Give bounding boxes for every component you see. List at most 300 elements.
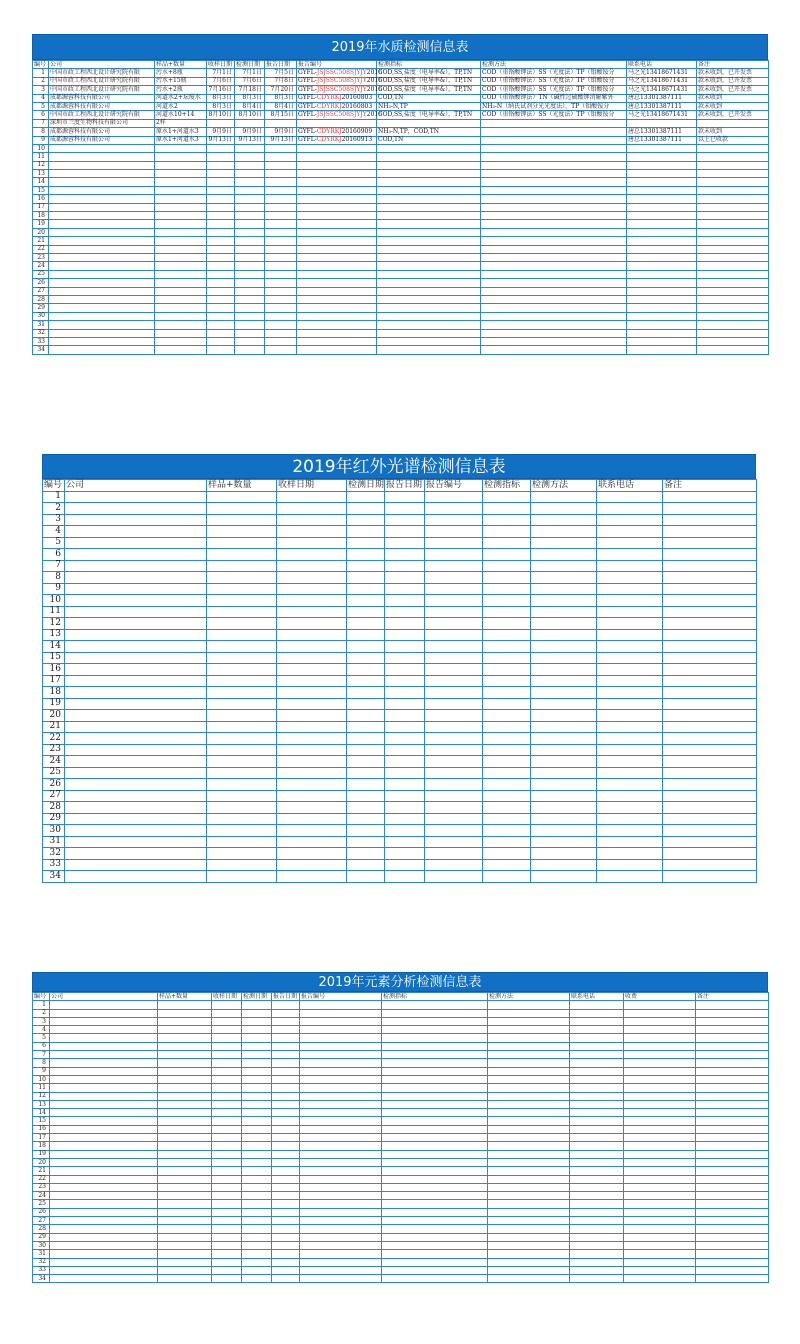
empty-cell [627, 228, 697, 236]
empty-cell [235, 228, 265, 236]
empty-cell [597, 767, 663, 779]
empty-cell [488, 1001, 570, 1009]
report-code-suffix: 2016 [366, 85, 383, 93]
empty-cell [425, 572, 483, 584]
report-code-prefix: GYFL- [298, 77, 317, 85]
empty-cell [300, 1092, 382, 1100]
empty-cell [300, 1134, 382, 1142]
empty-cell [272, 1241, 300, 1249]
empty-cell [347, 756, 385, 768]
empty-cell [488, 1042, 570, 1050]
column-header: 备注 [697, 61, 769, 69]
empty-cell [347, 871, 385, 883]
empty-cell [49, 228, 155, 236]
empty-cell [212, 1167, 242, 1175]
empty-cell [627, 321, 697, 329]
empty-cell [158, 1158, 212, 1166]
empty-cell [697, 203, 769, 211]
table-row [43, 514, 757, 526]
empty-cell [277, 733, 347, 745]
empty-cell [212, 1142, 242, 1150]
row-number: 2 [43, 503, 65, 515]
empty-cell [483, 813, 531, 825]
empty-cell [627, 237, 697, 245]
row-number: 1 [33, 1001, 50, 1009]
empty-cell [663, 767, 757, 779]
empty-cell [50, 1241, 158, 1249]
empty-cell [597, 664, 663, 676]
empty-cell [347, 503, 385, 515]
empty-cell [235, 220, 265, 228]
empty-cell [50, 1026, 158, 1034]
empty-cell [207, 825, 277, 837]
header-row [33, 61, 769, 69]
empty-cell [425, 825, 483, 837]
empty-cell [663, 813, 757, 825]
empty-cell [488, 1266, 570, 1274]
empty-cell [65, 629, 207, 641]
empty-cell [212, 1100, 242, 1108]
empty-cell [483, 537, 531, 549]
row-number: 17 [33, 1134, 50, 1142]
indicators-cell: COD,SS,盐度（电导率&），TP,TN [377, 86, 481, 94]
empty-cell [483, 549, 531, 561]
empty-cell [347, 836, 385, 848]
empty-cell [382, 1208, 488, 1216]
row-number: 16 [33, 195, 49, 203]
empty-cell [242, 1075, 272, 1083]
table-row [33, 1001, 769, 1009]
empty-cell [385, 859, 425, 871]
column-header: 报告编号 [425, 480, 483, 492]
indicators-cell: NH₃-N,TP，COD,TN [377, 128, 481, 136]
empty-cell [597, 583, 663, 595]
empty-cell [207, 270, 235, 278]
row-number: 23 [33, 1183, 50, 1191]
row-number: 4 [43, 526, 65, 538]
empty-cell [50, 1266, 158, 1274]
empty-cell [235, 329, 265, 337]
empty-cell [207, 698, 277, 710]
empty-cell [425, 664, 483, 676]
empty-cell [158, 1134, 212, 1142]
table-row [33, 1026, 769, 1034]
empty-cell [65, 537, 207, 549]
empty-cell [488, 1051, 570, 1059]
empty-cell [277, 514, 347, 526]
report-date-cell: 8月4日 [265, 102, 297, 110]
table-row [33, 346, 769, 354]
empty-cell [207, 337, 235, 345]
empty-cell [265, 346, 297, 354]
sheet-title: 2019年水质检测信息表 [32, 34, 768, 60]
empty-cell [597, 836, 663, 848]
sample-cell: 河道水2 [155, 102, 207, 110]
method-cell [481, 128, 627, 136]
empty-cell [265, 279, 297, 287]
empty-cell [297, 195, 377, 203]
empty-cell [242, 1134, 272, 1142]
empty-cell [300, 1175, 382, 1183]
row-number: 12 [33, 1092, 50, 1100]
report-code-red: CDYRKJ [316, 102, 342, 110]
empty-cell [382, 1183, 488, 1191]
empty-cell [300, 1017, 382, 1025]
empty-cell [347, 652, 385, 664]
empty-cell [481, 220, 627, 228]
empty-cell [570, 1034, 624, 1042]
report-code-suffix: 2016 [366, 77, 383, 85]
table-row [33, 1167, 769, 1175]
empty-cell [385, 836, 425, 848]
indicators-cell: COD,SS,盐度（电导率&），TP,TN [377, 77, 481, 85]
empty-cell [272, 1009, 300, 1017]
empty-cell [663, 790, 757, 802]
empty-cell [155, 170, 207, 178]
empty-cell [347, 825, 385, 837]
empty-cell [49, 321, 155, 329]
empty-cell [242, 1026, 272, 1034]
empty-cell [155, 178, 207, 186]
empty-cell [65, 572, 207, 584]
empty-cell [663, 710, 757, 722]
empty-cell [696, 1100, 769, 1108]
empty-cell [300, 1217, 382, 1225]
empty-cell [696, 1233, 769, 1241]
empty-cell [531, 848, 597, 860]
empty-cell [696, 1175, 769, 1183]
row-number: 22 [33, 1175, 50, 1183]
table-row [43, 595, 757, 607]
empty-cell [483, 825, 531, 837]
empty-cell [49, 262, 155, 270]
empty-cell [207, 721, 277, 733]
empty-cell [597, 756, 663, 768]
empty-cell [481, 237, 627, 245]
empty-cell [272, 1001, 300, 1009]
report-code-suffix: 20160913 [341, 136, 373, 144]
empty-cell [627, 212, 697, 220]
empty-cell [212, 1258, 242, 1266]
row-number: 33 [33, 337, 49, 345]
empty-cell [277, 675, 347, 687]
empty-cell [158, 1167, 212, 1175]
empty-cell [277, 618, 347, 630]
test-date-cell [235, 119, 265, 127]
empty-cell [207, 756, 277, 768]
empty-cell [624, 1175, 696, 1183]
empty-cell [347, 560, 385, 572]
empty-cell [483, 652, 531, 664]
empty-cell [531, 721, 597, 733]
empty-cell [377, 279, 481, 287]
empty-cell [347, 698, 385, 710]
empty-cell [235, 304, 265, 312]
empty-cell [531, 514, 597, 526]
empty-cell [663, 549, 757, 561]
row-number: 30 [33, 312, 49, 320]
empty-cell [272, 1059, 300, 1067]
table-row [33, 1217, 769, 1225]
column-header: 联系电话 [627, 61, 697, 69]
empty-cell [50, 1051, 158, 1059]
empty-cell [297, 287, 377, 295]
empty-cell [207, 245, 235, 253]
empty-cell [570, 1001, 624, 1009]
empty-cell [242, 1067, 272, 1075]
table-row [33, 1150, 769, 1158]
empty-cell [212, 1158, 242, 1166]
empty-cell [663, 802, 757, 814]
row-number: 18 [33, 1142, 50, 1150]
phone-cell: 马之光13418671431 [627, 69, 697, 77]
empty-cell [488, 1225, 570, 1233]
empty-cell [265, 245, 297, 253]
empty-cell [242, 1200, 272, 1208]
note-cell: 款未收到 [697, 102, 769, 110]
column-header: 收样日期 [207, 61, 235, 69]
empty-cell [696, 1042, 769, 1050]
empty-cell [65, 560, 207, 572]
empty-cell [300, 1266, 382, 1274]
empty-cell [277, 560, 347, 572]
empty-cell [425, 526, 483, 538]
row-number: 11 [43, 606, 65, 618]
element-analysis-sheet [32, 972, 768, 1283]
empty-cell [158, 1200, 212, 1208]
empty-cell [624, 1200, 696, 1208]
empty-cell [483, 744, 531, 756]
method-cell: COD（重铬酸钾法）SS（光度法）TP（钼酸铵分 [481, 86, 627, 94]
empty-cell [385, 664, 425, 676]
empty-cell [382, 1233, 488, 1241]
empty-cell [570, 1175, 624, 1183]
empty-cell [385, 629, 425, 641]
empty-cell [483, 779, 531, 791]
empty-cell [50, 1233, 158, 1241]
empty-cell [277, 537, 347, 549]
row-number: 18 [43, 687, 65, 699]
empty-cell [481, 304, 627, 312]
empty-cell [483, 721, 531, 733]
row-number: 27 [33, 1217, 50, 1225]
table-row [43, 721, 757, 733]
empty-cell [297, 161, 377, 169]
empty-cell [297, 212, 377, 220]
company-cell: 中国市政工程西北设计研究院有限 [49, 86, 155, 94]
report-code-red: CDYRKJ [316, 127, 342, 135]
empty-cell [624, 1258, 696, 1266]
table-row [33, 86, 769, 94]
empty-cell [597, 560, 663, 572]
empty-cell [624, 1275, 696, 1283]
empty-cell [624, 1117, 696, 1125]
empty-cell [300, 1117, 382, 1125]
sample-cell: 污水+2瓶 [155, 86, 207, 94]
empty-cell [158, 1092, 212, 1100]
empty-cell [377, 220, 481, 228]
method-cell [481, 136, 627, 144]
empty-cell [272, 1150, 300, 1158]
empty-cell [235, 346, 265, 354]
empty-cell [483, 606, 531, 618]
report-code-cell [297, 85, 383, 94]
empty-cell [347, 767, 385, 779]
row-number: 32 [33, 329, 49, 337]
empty-cell [347, 802, 385, 814]
empty-cell [483, 583, 531, 595]
empty-cell [50, 1034, 158, 1042]
table-row [43, 618, 757, 630]
empty-cell [65, 698, 207, 710]
row-number: 3 [43, 514, 65, 526]
empty-cell [207, 346, 235, 354]
row-number: 14 [43, 641, 65, 653]
empty-cell [624, 1034, 696, 1042]
empty-cell [347, 744, 385, 756]
empty-cell [425, 514, 483, 526]
empty-cell [207, 790, 277, 802]
empty-cell [570, 1200, 624, 1208]
report-code-suffix: 20160909 [341, 127, 373, 135]
empty-cell [377, 245, 481, 253]
row-number: 23 [33, 253, 49, 261]
empty-cell [624, 1225, 696, 1233]
empty-cell [272, 1109, 300, 1117]
empty-cell [297, 220, 377, 228]
empty-cell [207, 503, 277, 515]
empty-cell [696, 1225, 769, 1233]
column-header: 收样日期 [212, 993, 242, 1001]
column-header: 公司 [65, 480, 207, 492]
table-row [33, 1084, 769, 1092]
note-cell: 以上已收款 [697, 136, 769, 144]
row-number: 1 [33, 69, 49, 77]
empty-cell [300, 1258, 382, 1266]
header-row [33, 993, 769, 1001]
row-number: 3 [33, 1017, 50, 1025]
column-header: 联系电话 [570, 993, 624, 1001]
empty-cell [49, 312, 155, 320]
empty-cell [385, 618, 425, 630]
report-code-red: CDYRKJ [316, 94, 342, 102]
empty-cell [488, 1059, 570, 1067]
empty-cell [377, 153, 481, 161]
table-row [43, 549, 757, 561]
empty-cell [155, 220, 207, 228]
empty-cell [382, 1158, 488, 1166]
empty-cell [481, 312, 627, 320]
empty-cell [158, 1042, 212, 1050]
empty-cell [65, 859, 207, 871]
empty-cell [627, 337, 697, 345]
table-row [43, 790, 757, 802]
empty-cell [235, 170, 265, 178]
empty-cell [377, 228, 481, 236]
empty-cell [627, 279, 697, 287]
indicators-cell: COD,SS,盐度（电导率&），TP,TN [377, 69, 481, 77]
empty-cell [597, 641, 663, 653]
empty-cell [597, 721, 663, 733]
empty-cell [347, 675, 385, 687]
empty-cell [385, 675, 425, 687]
table-row [33, 1009, 769, 1017]
empty-cell [624, 1183, 696, 1191]
empty-cell [49, 245, 155, 253]
indicators-cell: COD,TN [377, 136, 481, 144]
empty-cell [212, 1275, 242, 1283]
empty-cell [488, 1026, 570, 1034]
empty-cell [212, 1208, 242, 1216]
empty-cell [158, 1075, 212, 1083]
row-number: 20 [33, 228, 49, 236]
empty-cell [65, 549, 207, 561]
row-number: 29 [33, 304, 49, 312]
method-cell: COD（重铬酸钾法）SS（光度法）TP（钼酸铵分 [481, 69, 627, 77]
empty-cell [207, 237, 235, 245]
table-row [43, 779, 757, 791]
table-row [33, 1158, 769, 1166]
empty-cell [624, 1100, 696, 1108]
empty-cell [207, 526, 277, 538]
empty-cell [425, 583, 483, 595]
empty-cell [242, 1009, 272, 1017]
empty-cell [627, 195, 697, 203]
empty-cell [570, 1117, 624, 1125]
empty-cell [483, 767, 531, 779]
empty-cell [207, 629, 277, 641]
empty-cell [49, 203, 155, 211]
empty-cell [385, 687, 425, 699]
empty-cell [488, 1067, 570, 1075]
empty-cell [65, 733, 207, 745]
empty-cell [488, 1158, 570, 1166]
empty-cell [212, 1250, 242, 1258]
empty-cell [155, 245, 207, 253]
empty-cell [207, 203, 235, 211]
row-number: 10 [33, 1075, 50, 1083]
empty-cell [597, 733, 663, 745]
empty-cell [624, 1150, 696, 1158]
report-date-cell [265, 119, 297, 127]
empty-cell [242, 1100, 272, 1108]
empty-cell [49, 237, 155, 245]
empty-cell [597, 652, 663, 664]
empty-cell [385, 744, 425, 756]
empty-cell [382, 1075, 488, 1083]
empty-cell [50, 1125, 158, 1133]
table-row [43, 583, 757, 595]
empty-cell [627, 329, 697, 337]
empty-cell [382, 1034, 488, 1042]
company-cell: 中国市政工程西北设计研究院有限 [49, 69, 155, 77]
phone-cell: 马之光13418671431 [627, 77, 697, 85]
empty-cell [483, 664, 531, 676]
receive-date-cell: 9月13日 [207, 136, 235, 144]
empty-cell [385, 779, 425, 791]
receive-date-cell: 8月3日 [207, 102, 235, 110]
empty-cell [425, 549, 483, 561]
empty-cell [212, 1225, 242, 1233]
empty-cell [242, 1001, 272, 1009]
empty-cell [65, 503, 207, 515]
empty-cell [624, 1241, 696, 1249]
table-row [43, 836, 757, 848]
empty-cell [483, 491, 531, 503]
empty-cell [570, 1125, 624, 1133]
empty-cell [207, 304, 235, 312]
row-number: 30 [43, 825, 65, 837]
